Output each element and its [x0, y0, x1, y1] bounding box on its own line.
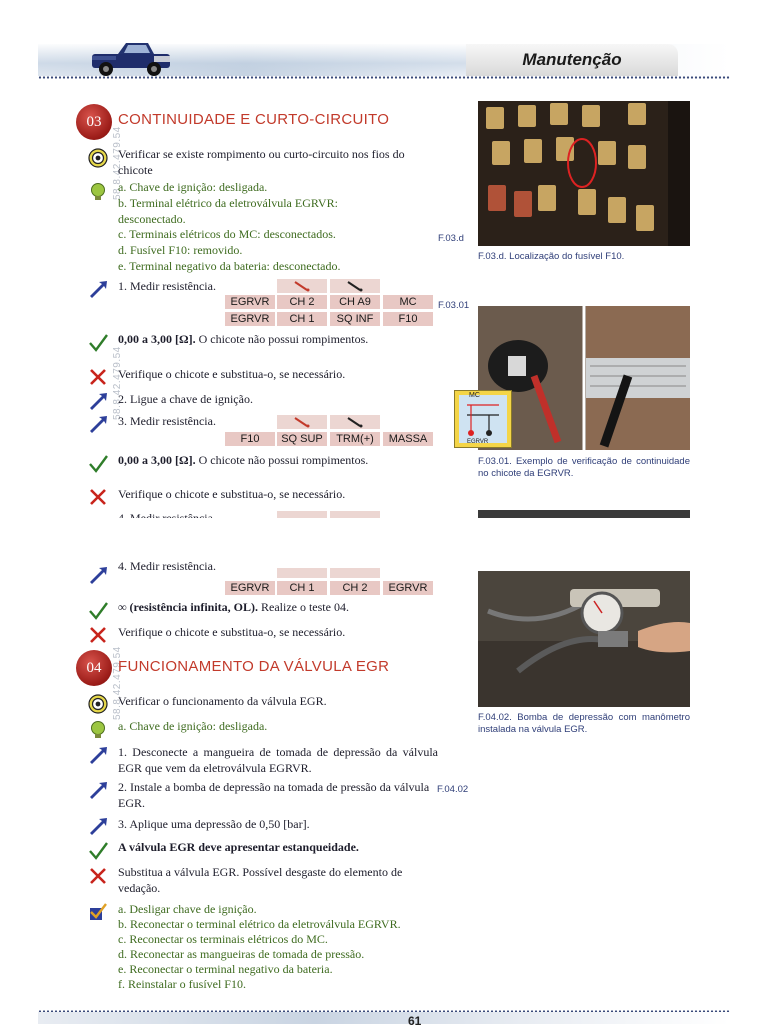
terminal-tag: CH A9 [330, 295, 380, 309]
red-probe-tag [277, 415, 327, 429]
header-dotted-rule [38, 76, 730, 79]
figure-reference: F.04.02 [437, 784, 469, 795]
terminal-tag: EGRVR [225, 295, 275, 309]
watermark-text: 58.8.42.479.54 [112, 646, 123, 720]
black-probe-icon [346, 416, 364, 428]
red-probe-tag [277, 279, 327, 293]
page-section-title: Manutenção [522, 50, 622, 69]
ok-text: O chicote não possui rompimentos. [195, 332, 369, 346]
step-text: 1. Medir resistência. [118, 279, 216, 293]
step-arrow-icon [88, 817, 108, 837]
page-number: 61 [408, 1014, 422, 1028]
figure-reference: F.03.d [438, 233, 464, 244]
x-mark-icon [88, 625, 108, 645]
ok-result [118, 332, 448, 348]
terminal-tag: CH 2 [277, 295, 327, 309]
target-icon [88, 148, 108, 168]
tag-clipped [330, 511, 380, 518]
terminal-tag: F10 [225, 432, 275, 446]
figure-caption: F.04.02. Bomba de depressão com manômetro instalada na válvula EGR. [478, 712, 690, 735]
finish-item: f. Reinstalar o fusível F10. [118, 977, 246, 991]
check-icon [88, 841, 108, 861]
finish-item: a. Desligar chave de ignição. [118, 902, 257, 916]
section-title: CONTINUIDADE E CURTO-CIRCUITO [118, 111, 390, 128]
pickup-truck-illustration [88, 38, 176, 78]
condition-item: a. Chave de ignição: desligada. [118, 180, 268, 194]
terminal-tag: F10 [383, 312, 433, 326]
terminal-tag: EGRVR [225, 581, 275, 595]
step-text: 2. Instale a bomba de depressão na tomada de pressão da válvula EGR. [118, 780, 430, 810]
condition-item: d. Fusível F10: removido. [118, 243, 243, 257]
terminal-tag: CH 2 [330, 581, 380, 595]
x-mark-icon [88, 367, 108, 387]
verify-text: Verificar o funcionamento da válvula EGR. [118, 694, 327, 708]
step-text: 4. Medir resistência. [118, 559, 216, 573]
condition-bulb-icon [88, 720, 108, 740]
terminal-tag: SQ INF [330, 312, 380, 326]
finish-item: d. Reconectar as mangueiras de tomada de pressão. [118, 947, 365, 961]
step-arrow-icon [88, 746, 108, 766]
ok-value: 0,00 a 3,00 [Ω]. [118, 453, 196, 467]
watermark-text: 58.8.42.479.54 [112, 346, 123, 420]
figure-caption: F.03.d. Localização do fusível F10. [478, 251, 625, 262]
fail-text: Substitua a válvula EGR. Possível desgaste do elemento de vedação. [118, 865, 403, 895]
watermark-text: 58.8.42.479.54 [112, 126, 123, 200]
figure-caption: F.03.01. Exemplo de verificação de continuidade no chicote da EGRVR. [478, 456, 690, 479]
condition-item: c. Terminais elétricos do MC: desconectados. [118, 227, 336, 241]
red-probe-icon [293, 280, 311, 292]
fail-text: Verifique o chicote e substitua-o, se necessário. [118, 367, 346, 381]
step-arrow-icon [88, 415, 108, 435]
x-mark-icon [88, 866, 108, 886]
ok-text: Realize o teste 04. [258, 600, 349, 614]
inset-egrvr-label: EGRVR [467, 439, 489, 445]
finish-checkbox-icon [88, 902, 108, 922]
finish-item: b. Reconectar o terminal elétrico da eletroválvula EGRVR. [118, 917, 401, 931]
red-probe-icon [293, 416, 311, 428]
page-scan-gap [0, 518, 768, 568]
x-mark-icon [88, 487, 108, 507]
black-probe-tag [330, 279, 380, 293]
black-probe-tag [330, 568, 380, 578]
fail-text: Verifique o chicote e substitua-o, se necessário. [118, 625, 346, 639]
check-icon [88, 601, 108, 621]
terminal-tag: TRM(+) [330, 432, 380, 446]
condition-bulb-icon [88, 182, 108, 202]
step-arrow-icon [88, 781, 108, 801]
check-icon [88, 333, 108, 353]
terminal-tag: MC [383, 295, 433, 309]
black-probe-tag [330, 415, 380, 429]
vacuum-pump-image [478, 571, 690, 707]
step-arrow-icon [88, 566, 108, 586]
finish-item: c. Reconectar os terminais elétricos do MC. [118, 932, 328, 946]
step-arrow-icon [88, 392, 108, 412]
terminal-tag: CH 1 [277, 581, 327, 595]
footer-band [38, 1012, 730, 1024]
black-probe-icon [346, 280, 364, 292]
ok-value: ∞ (resistência infinita, OL). [118, 600, 258, 614]
step-text: 3. Medir resistência. [118, 414, 216, 428]
ok-text: A válvula EGR deve apresentar estanqueidade. [118, 840, 359, 854]
step-arrow-icon [88, 280, 108, 300]
terminal-tag: MASSA [383, 432, 433, 446]
condition-item: b. Terminal elétrico da eletroválvula EGRVR: desconectado. [118, 196, 338, 226]
ok-text: O chicote não possui rompimentos. [195, 453, 369, 467]
inset-mc-label: MC [469, 392, 480, 399]
condition-item: e. Terminal negativo da bateria: desconectado. [118, 259, 341, 273]
section-title: FUNCIONAMENTO DA VÁLVULA EGR [118, 658, 390, 675]
figure-reference: F.03.01 [438, 300, 470, 311]
inset-wiring-icon [459, 401, 507, 439]
step-text: 1. Desconecte a mangueira de tomada de depressão da válvula EGR que vem da eletroválvula EGRVR. [118, 745, 438, 775]
ok-result [118, 453, 448, 469]
fuse-box-photo [478, 101, 690, 246]
vacuum-pump-photo [478, 571, 690, 707]
terminal-tag: SQ SUP [277, 432, 327, 446]
terminal-tag: EGRVR [225, 312, 275, 326]
fail-text: Verifique o chicote e substitua-o, se necessário. [118, 487, 346, 501]
target-icon [88, 694, 108, 714]
condition-item: a. Chave de ignição: desligada. [118, 719, 268, 733]
photo-clipped-strip [478, 510, 690, 518]
terminal-tag: CH 1 [277, 312, 327, 326]
finish-item: e. Reconectar o terminal negativo da bateria. [118, 962, 333, 976]
terminal-tag: EGRVR [383, 581, 433, 595]
section-number-badge: 03 [76, 104, 112, 140]
check-icon [88, 454, 108, 474]
fuse-box-image [478, 101, 690, 246]
tag-clipped [277, 511, 327, 518]
step-text-clipped [118, 511, 216, 518]
red-probe-tag [277, 568, 327, 578]
ok-result [118, 600, 448, 616]
ok-value: 0,00 a 3,00 [Ω]. [118, 332, 196, 346]
wiring-inset-diagram [454, 390, 512, 448]
verify-text: Verificar se existe rompimento ou curto-circuito nos fios do chicote [118, 147, 405, 177]
step-text: 3. Aplique uma depressão de 0,50 [bar]. [118, 817, 310, 831]
step-text: 2. Ligue a chave de ignição. [118, 392, 253, 406]
section-number-badge: 04 [76, 650, 112, 686]
